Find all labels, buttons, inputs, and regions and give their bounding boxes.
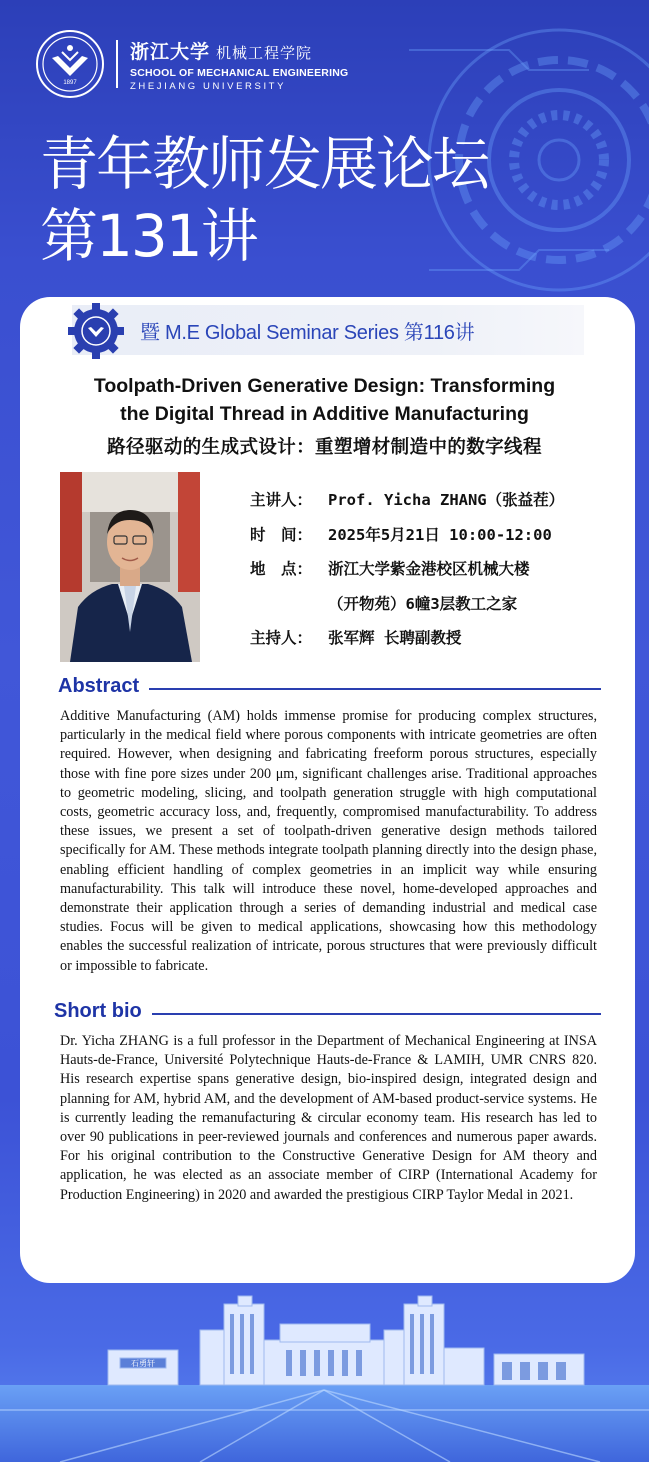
logo-divider: [116, 40, 118, 88]
place-row: [250, 557, 564, 592]
abstract-text: Additive Manufacturing (AM) holds immense promise for producing complex structures, particularly in the medical field where porous components with intricate geometries are often required. However, when designing and fabricating freeform porous structures, especially those with fine pore sizes under 200 μm, significant challenges arise. Traditional approaches to geometric modeling, slicing, and toolpath generation struggle with high computational costs, geometric accuracy loss, and, frequently, compromised manufacturability. To address these issues, we present a set of toolpath-driven generative design methods tailored specifically for AM. These methods integrate toolpath planning directly into the design phase, enabling efficient handling of complex geometries in an implicit way while ensuring manufacturability. This talk will introduce these novel, home-developed approaches and demonstrate their application through a series of demanding industrial and medical case studies. Focus will be given to medical applications, showcasing how this methodology enables the successful realization of intricate, porous structures that were previously difficult or impossible to fabricate.: [60, 708, 597, 974]
abstract-heading-rule: [149, 688, 601, 690]
abstract-heading: Abstract: [58, 675, 140, 697]
host-value: 张军辉 长聘副教授: [328, 629, 462, 647]
talk-title-en: [30, 372, 619, 428]
school-name-cn: 浙江大学: [130, 40, 211, 63]
seminar-series-banner: [72, 305, 584, 355]
forum-title-line2: 第131讲: [40, 202, 257, 270]
time-label: 时 间：: [250, 525, 313, 544]
speaker-value: Prof. Yicha ZHANG（张益茬）: [328, 491, 565, 509]
host-label: 主持人：: [250, 629, 313, 647]
seminar-series-label: 暨 M.E Global Seminar Series 第116讲: [140, 321, 475, 344]
talk-title-en-line2: the Digital Thread in Additive Manufacturing: [120, 403, 529, 425]
university-emblem-icon: [36, 30, 104, 98]
campus-buildings-illustration: [0, 1290, 649, 1462]
talk-title-cn: 路径驱动的生成式设计：重塑增材制造中的数字线程: [107, 437, 542, 458]
school-name-block: [130, 37, 348, 92]
talk-title-en-line1: Toolpath-Driven Generative Design: Transforming: [93, 375, 556, 397]
bio-heading-rule: [152, 1013, 601, 1015]
gear-emblem-icon: [66, 301, 126, 361]
department-name-cn: 机械工程学院: [216, 43, 313, 62]
speaker-photo: [60, 472, 200, 662]
place-row-continued: [250, 592, 564, 627]
place-label: 地 点：: [250, 560, 313, 578]
school-name-en: SCHOOL OF MECHANICAL ENGINEERING: [130, 66, 349, 79]
gate-sign-text: 石勇轩: [131, 1359, 155, 1368]
bio-text: Dr. Yicha ZHANG is a full professor in the Department of Mechanical Engineering at INSA Hauts-de-France, Université Polytechnique Hauts-de-France & LAMIH, UMR CNRS 820. His research expertise spans generative design, bio-inspired design, integrated design and planning for AM, hybrid AM, and the development of AM-based product-service systems. He is currently leading the remanufacturing & circular economy team. His research has led to over 90 publications in peer-reviewed journals and conferences and numerous paper awards. For his original contribution to the Constructive Generative Design for AM theory and application, he was elected as an associate member of CIRP (International Academy for Production Engineering) in 2020 and awarded the prestigious CIRP Taylor Medal in 2021.: [60, 1033, 597, 1203]
speaker-label: 主讲人：: [250, 491, 313, 509]
event-info: [250, 488, 564, 661]
place-value-line2: （开物苑）6幢3层教工之家: [328, 594, 518, 613]
bio-heading: Short bio: [54, 1000, 142, 1022]
poster-header: [0, 0, 649, 300]
university-name-en: ZHEJIANG UNIVERSITY: [130, 80, 287, 92]
abstract-heading-row: [58, 675, 601, 698]
emblem-year: 1897: [63, 80, 77, 86]
forum-title-line1: 青年教师发展论坛: [40, 130, 489, 198]
host-row: [250, 626, 564, 661]
school-logo-group: [36, 30, 348, 98]
speaker-row: [250, 488, 564, 523]
time-value: 2025年5月21日 10:00-12:00: [328, 525, 552, 544]
forum-title: [40, 128, 488, 272]
time-row: [250, 523, 564, 558]
place-value-line1: 浙江大学紫金港校区机械大楼: [328, 560, 530, 578]
bio-heading-row: [54, 1000, 601, 1023]
